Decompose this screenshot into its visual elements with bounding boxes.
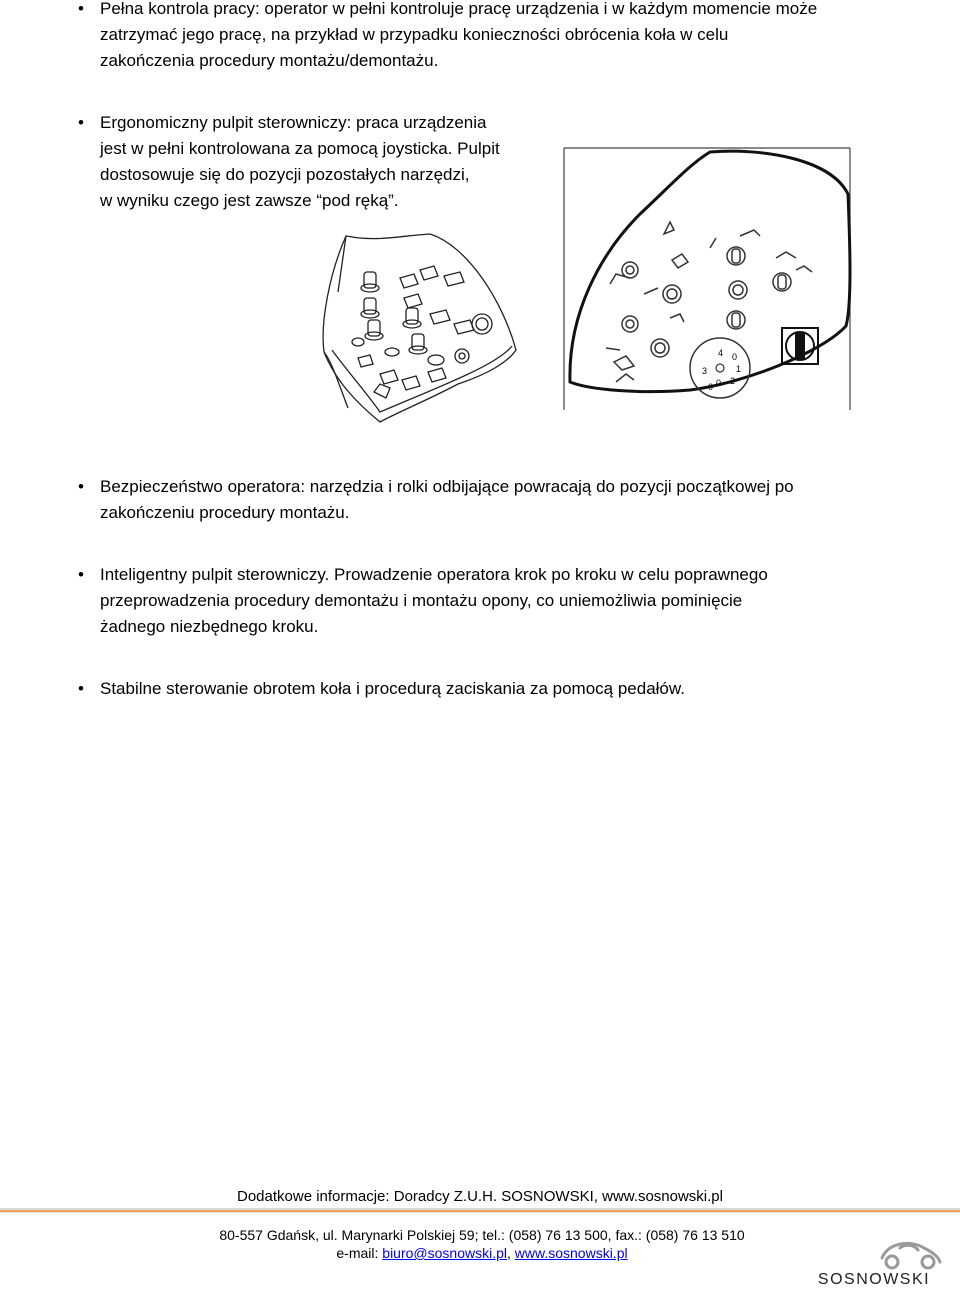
paragraph-operator-safety <box>100 474 950 526</box>
dial-digit: 0 <box>708 382 714 392</box>
footer-divider <box>0 1208 960 1214</box>
control-panel-diagram <box>560 144 854 412</box>
email-label: e-mail: <box>336 1245 383 1261</box>
console-illustration <box>318 232 518 428</box>
paragraph-line: Stabilne sterowanie obrotem koła i procedurą zaciskania za pomocą pedałów. <box>100 679 685 698</box>
paragraph-full-control <box>100 0 940 74</box>
paragraph-line: zatrzymać jego pracę, na przykład w przypadku konieczności obrócenia koła w celu <box>100 25 729 44</box>
sosnowski-logo <box>800 1232 948 1290</box>
bullet-2-symbol: • <box>78 113 84 132</box>
paragraph-line: Ergonomiczny pulpit sterowniczy: praca urządzenia <box>100 113 487 132</box>
paragraph-line: w wyniku czego jest zawsze “pod ręką”. <box>100 191 399 210</box>
paragraph-line: Inteligentny pulpit sterowniczy. Prowadzenie operatora krok po kroku w celu poprawnego <box>100 565 768 584</box>
paragraph-line: przeprowadzenia procedury demontażu i montażu opony, co uniemożliwia pominięcie <box>100 591 743 610</box>
paragraph-line: zakończeniu procedury montażu. <box>100 503 350 522</box>
website-link[interactable]: www.sosnowski.pl <box>514 1245 628 1261</box>
dial-digit: 4 <box>718 348 724 358</box>
paragraph-stable-control <box>100 676 950 702</box>
footer-title <box>0 1187 960 1207</box>
logo-text: SOSNOWSKI <box>817 1271 931 1288</box>
dial-digit: 3 <box>702 366 708 376</box>
bullet-4-symbol: • <box>78 565 84 584</box>
paragraph-line: zakończenia procedury montażu/demontażu. <box>100 51 439 70</box>
paragraph-line: Bezpieczeństwo operatora: narzędzia i rolki odbijające powracają do pozycji początkowej po <box>100 477 794 496</box>
dial-digit: 1 <box>736 364 742 374</box>
footer-title-text: Dodatkowe informacje: Doradcy Z.U.H. SOSNOWSKI, www.sosnowski.pl <box>237 1188 723 1205</box>
footer-address: 80-557 Gdańsk, ul. Marynarki Polskiej 59; tel.: (058) 76 13 500, fax.: (058) 76 13 510 <box>219 1227 745 1243</box>
dial-digit: 2 <box>730 376 736 386</box>
dial-digit: 0 <box>716 378 722 388</box>
bullet-5-symbol: • <box>78 679 84 698</box>
bullet-3-symbol: • <box>78 477 84 496</box>
dial-digit: 0 <box>732 352 738 362</box>
paragraph-line: jest w pełni kontrolowana za pomocą joysticka. Pulpit <box>100 139 500 158</box>
email-link[interactable]: biuro@sosnowski.pl <box>382 1245 507 1261</box>
paragraph-line: Pełna kontrola pracy: operator w pełni kontroluje pracę urządzenia i w każdym momencie może <box>100 0 818 18</box>
paragraph-smart-panel <box>100 562 950 640</box>
bullet-1-symbol: • <box>78 0 84 18</box>
paragraph-line: żadnego niezbędnego kroku. <box>100 617 319 636</box>
paragraph-ergonomic-panel <box>100 110 570 214</box>
paragraph-line: dostosowuje się do pozycji pozostałych narzędzi, <box>100 165 470 184</box>
contact-separator: , <box>507 1245 515 1261</box>
logo-car-icon <box>800 1232 948 1290</box>
